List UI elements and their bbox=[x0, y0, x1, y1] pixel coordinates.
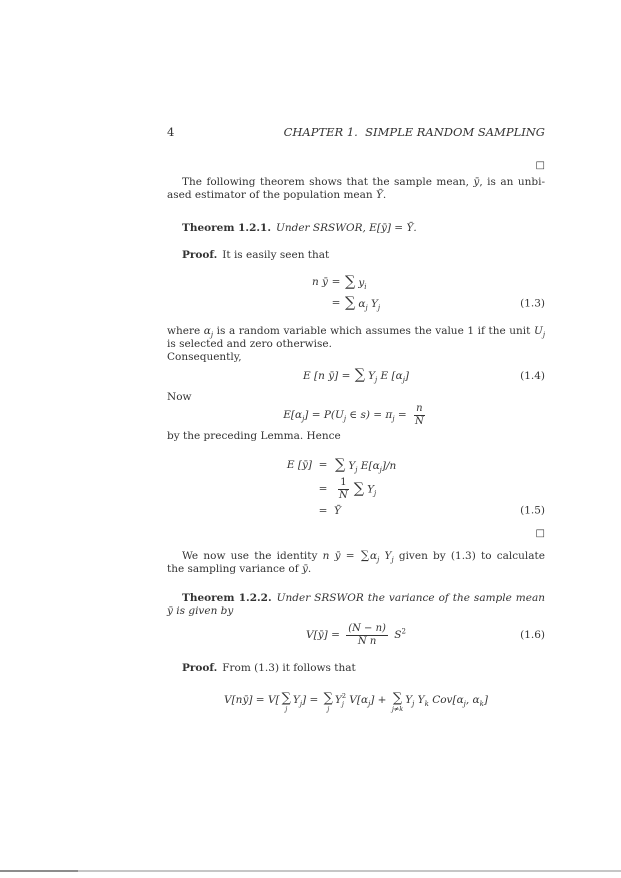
sum-with-limit: ∑ j bbox=[323, 690, 333, 713]
horizontal-scrollbar-thumb[interactable] bbox=[0, 870, 78, 872]
paragraph-line: Consequently, bbox=[167, 351, 242, 363]
equation-row: n ȳ = ∑ $y_i$ bbox=[311, 274, 367, 292]
paragraph-where bbox=[167, 325, 545, 364]
qed-square-symbol: □ bbox=[535, 528, 545, 539]
horizontal-scrollbar[interactable] bbox=[0, 870, 621, 872]
paragraph-intro bbox=[167, 176, 545, 202]
sum-symbol: ∑ bbox=[345, 274, 356, 290]
equation-row: E [ȳ] = ∑ $Y_j$ $E[\alpha_j]/n$ bbox=[286, 456, 397, 474]
page-header bbox=[167, 126, 545, 139]
equation-1-4: E [n ȳ] = ∑ $Y_j$ E $[\alpha_j]$ (1.4) bbox=[303, 367, 545, 385]
paragraph-line: We now use the identity n ȳ = $\sum\alpha_j$ $Y_j$ given by (1.3) to calculate bbox=[182, 548, 545, 565]
paragraph-now: Now bbox=[167, 391, 192, 403]
proof-2 bbox=[167, 662, 545, 675]
equation-1-3 bbox=[167, 272, 545, 314]
paragraph-line: ased estimator of the population mean Ȳ. bbox=[167, 189, 387, 201]
equation-row: = Ȳ (1.5) bbox=[318, 504, 545, 517]
paragraph-line: the sampling variance of ȳ. bbox=[167, 563, 312, 575]
qed-box-1 bbox=[167, 159, 545, 172]
paragraph-identity bbox=[167, 549, 545, 576]
theorem-1-2-1 bbox=[167, 222, 545, 235]
equation-1-6: V[ȳ] = $\frac{(N - n)}{\text{N n}}$ $S^2$ (1.6) bbox=[167, 619, 545, 651]
equation-row: = ∑ $\alpha_j$ $Y_j$ (1.3) bbox=[331, 295, 545, 313]
equation-number: (1.4) bbox=[520, 370, 545, 382]
math-ybar: ȳ bbox=[473, 176, 480, 188]
qed-square-symbol: □ bbox=[535, 160, 545, 171]
theorem-label: Theorem 1.2.1. bbox=[182, 222, 271, 234]
math-Ybar: Ȳ bbox=[375, 189, 383, 201]
qed-box-2 bbox=[167, 527, 545, 540]
proof-label: Proof. bbox=[182, 662, 218, 674]
equation-1-5 bbox=[167, 454, 545, 519]
proof-label: Proof. bbox=[182, 249, 218, 261]
sum-symbol: ∑ bbox=[360, 548, 370, 562]
fraction: $\frac{(N - n)}{\text{N n}}$ bbox=[348, 622, 386, 647]
proof-1 bbox=[167, 249, 545, 262]
paragraph-line: The following theorem shows that the sample mean, ȳ, is an unbi- bbox=[182, 176, 545, 188]
theorem-label: Theorem 1.2.2. bbox=[182, 592, 272, 604]
paragraph-lemma: by the preceding Lemma. Hence bbox=[167, 430, 341, 442]
equation-variance-expansion: V[nȳ] = V[ ∑ j $Y_j$] = ∑ j Y 2 j $V[\alpha_j]$ + ∑ j≠k $Y_j$ $Y_k$ $Cov[\alpha_j$, $\alpha_k$] bbox=[224, 690, 488, 713]
equation-number: (1.3) bbox=[520, 297, 545, 309]
paragraph-line bbox=[167, 592, 545, 605]
fraction: $\frac{1}{N}$ bbox=[339, 477, 348, 501]
sum-symbol: ∑ bbox=[353, 480, 365, 497]
paragraph-line: where $\alpha_j$ is a random variable which assumes the value 1 if the unit $U_j$ bbox=[167, 325, 545, 340]
sum-symbol: ∑ bbox=[345, 295, 356, 311]
paragraph-line: ȳ is given by bbox=[167, 605, 234, 617]
sup-sub-stack: 2 j bbox=[341, 692, 346, 708]
theorem-1-2-2 bbox=[167, 592, 545, 618]
equation-number: (1.5) bbox=[520, 504, 545, 517]
sum-with-limit: ∑ j≠k bbox=[391, 690, 404, 713]
page-number: 4 bbox=[167, 125, 175, 139]
theorem-statement: Under SRSWOR, E[ȳ] = Ȳ. bbox=[276, 222, 417, 234]
theorem-statement: Under SRSWOR the variance of the sample mean bbox=[276, 592, 546, 604]
equation-row: = $\frac{1}{N}$ ∑ $Y_j$ bbox=[318, 477, 377, 501]
equation-number: (1.6) bbox=[520, 629, 545, 641]
equation-pi: $E[\alpha_j] = P(U_j$ ∈ $s) = \pi_j$ = $\frac{n}{N}$ bbox=[283, 402, 424, 427]
running-title: CHAPTER 1. SIMPLE RANDOM SAMPLING bbox=[283, 125, 545, 139]
sum-symbol: ∑ bbox=[335, 456, 346, 473]
paragraph-line: is selected and zero otherwise. bbox=[167, 338, 332, 350]
sum-symbol: ∑ bbox=[354, 367, 366, 383]
fraction: $\frac{n}{N}$ bbox=[415, 402, 424, 427]
sum-with-limit: ∑ j bbox=[281, 690, 291, 713]
proof-text: From (1.3) it follows that bbox=[222, 662, 356, 674]
proof-text: It is easily seen that bbox=[222, 249, 330, 261]
